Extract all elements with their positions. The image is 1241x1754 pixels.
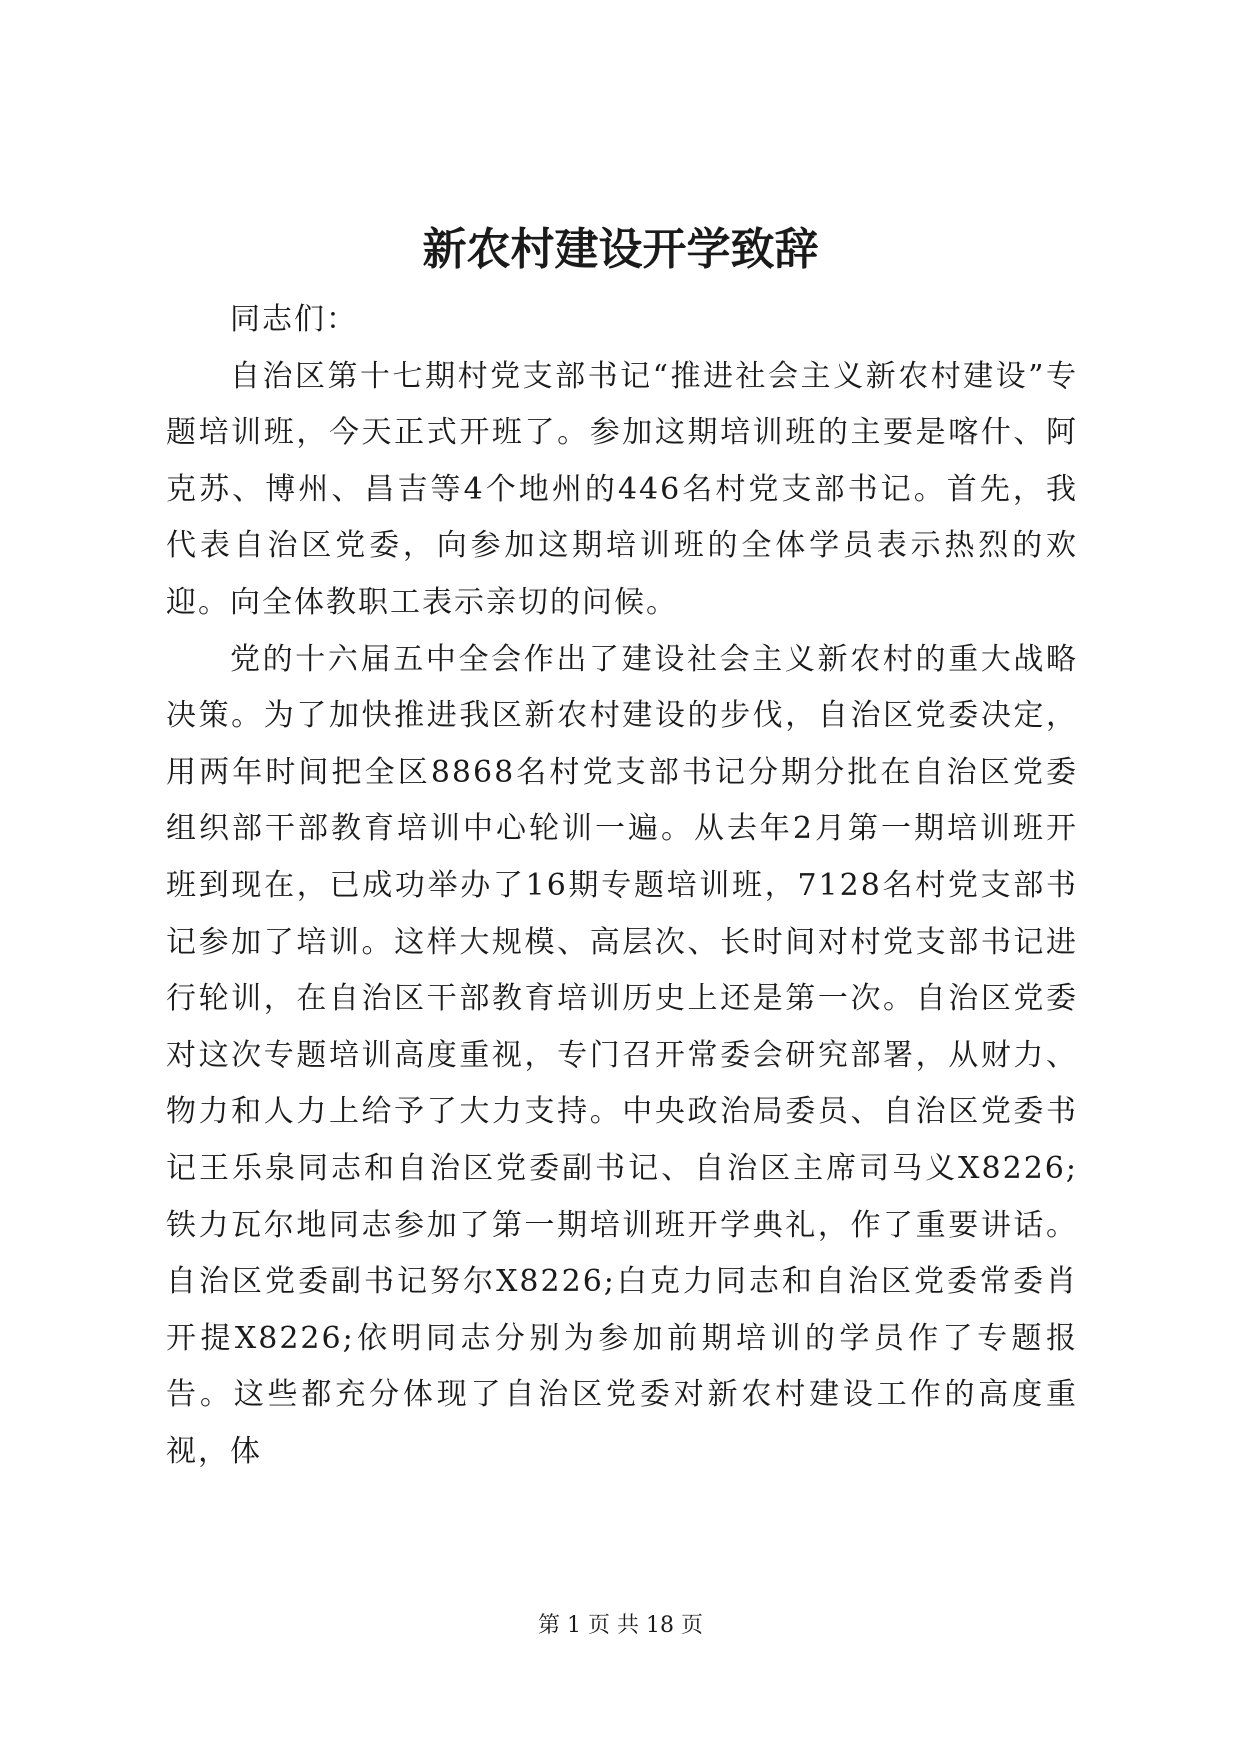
paragraph-1: 自治区第十七期村党支部书记“推进社会主义新农村建设”专题培训班，今天正式开班了。参加这期培训班的主要是喀什、阿克苏、博州、昌吉等4个地州的446名村党支部书记。首先，我代表自治区党委，向参加这期培训班的全体学员表示热烈的欢迎。向全体教职工表示亲切的问候。 xyxy=(166,358,1078,620)
document-body xyxy=(166,292,1078,1480)
document-title: 新农村建设开学致辞 xyxy=(422,224,819,275)
paragraph-2: 党的十六届五中全会作出了建设社会主义新农村的重大战略决策。为了加快推进我区新农村建设的步伐，自治区党委决定，用两年时间把全区8868名村党支部书记分期分批在自治区党委组织部干部教育培训中心轮训一遍。从去年2月第一期培训班开班到现在，已成功举办了16期专题培训班，7128名村党支部书记参加了培训。这样大规模、高层次、长时间对村党支部书记进行轮训，在自治区干部教育培训历史上还是第一次。自治区党委对这次专题培训高度重视，专门召开常委会研究部署，从财力、物力和人力上给予了大力支持。中央政治局委员、自治区党委书记王乐泉同志和自治区党委副书记、自治区主席司马义X8226;铁力瓦尔地同志参加了第一期培训班开学典礼，作了重要讲话。自治区党委副书记努尔X8226;白克力同志和自治区党委常委肖开提X8226;依明同志分别为参加前期培训的学员作了专题报告。这些都充分体现了自治区党委对新农村建设工作的高度重视，体 xyxy=(166,641,1078,1469)
page-footer: 第 1 页 共 18 页 xyxy=(538,1613,703,1638)
salutation: 同志们： xyxy=(230,302,358,337)
